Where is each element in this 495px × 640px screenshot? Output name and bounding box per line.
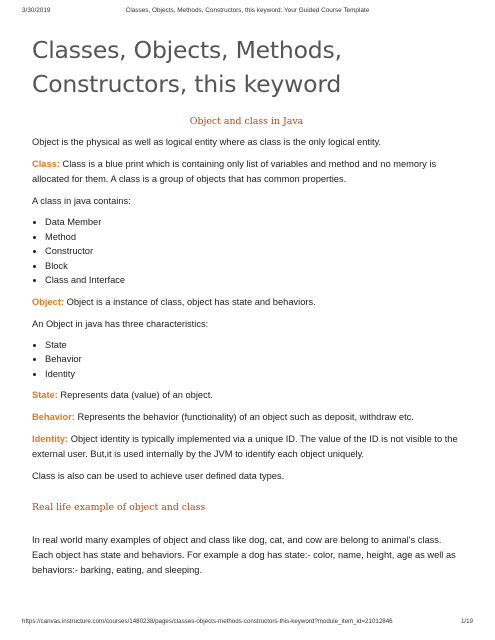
- section-heading-object-class: Object and class in Java: [189, 116, 304, 127]
- paragraph-class-contains: A class in java contains:: [32, 196, 131, 206]
- term-state: State:: [32, 390, 58, 400]
- object-characteristics-list: [32, 338, 461, 382]
- paragraph-object-characteristics: An Object in java has three characteristics:: [32, 318, 209, 329]
- paragraph-class: [32, 157, 461, 187]
- list-item: • Data Member: [45, 215, 461, 230]
- print-page-title: Classes, Objects, Methods, Constructors, this keyword: Your Guided Course Template: [125, 7, 370, 14]
- list-item: • Constructor: [45, 244, 461, 259]
- paragraph-identity: [32, 432, 461, 462]
- term-behavior: Behavior:: [32, 412, 75, 422]
- definition-state: Represents data (value) of an object.: [57, 390, 213, 400]
- list-item: • Identity: [45, 367, 461, 382]
- definition-identity: Object identity is typically implemented via a unique ID. The value of the ID is not visible to the external user. But,it is used internally by the JVM to identify each object uniquely.: [32, 434, 458, 459]
- term-identity: Identity:: [32, 434, 69, 444]
- print-header: [22, 7, 473, 17]
- print-url: https://canvas.instructure.com/courses/1480238/pages/classes-objects-methods-constructors-this-keyword?module_item_id=21012846: [22, 618, 393, 625]
- definition-object: Object is a instance of class, object has state and behaviors.: [64, 296, 316, 307]
- list-item: • Class and Interface: [45, 273, 461, 288]
- page-content: [32, 33, 461, 578]
- definition-behavior: Represents the behavior (functionality) of an object such as deposit, withdraw etc.: [74, 412, 414, 422]
- term-class: Class:: [32, 159, 60, 169]
- paragraph-intro: Object is the physical as well as logical entity where as class is the only logical entity.: [32, 137, 382, 147]
- list-item: • Behavior: [45, 352, 461, 367]
- class-contents-list: [32, 215, 461, 288]
- paragraph-datatypes: Class is also can be used to achieve user defined data types.: [32, 471, 285, 481]
- paragraph-state: [32, 388, 461, 403]
- section-heading-real-life: Real life example of object and class: [32, 502, 206, 513]
- list-item: • Block: [45, 259, 461, 274]
- print-date: 3/30/2019: [22, 7, 51, 14]
- paragraph-behavior: [32, 410, 461, 425]
- print-footer: [22, 618, 473, 628]
- definition-class: Class is a blue print which is containing only list of variables and method and no memory is allocated for them. A class is a group of objects that has common properties.: [32, 159, 437, 184]
- list-item: • Method: [45, 230, 461, 245]
- paragraph-object: [32, 295, 461, 310]
- paragraph-real-life: In real world many examples of object and class like dog, cat, and cow are belong to animal's class. Each object has state and behaviors. For example a dog has state:- color, name, height, age as well as behaviors:- barking, eating, and sleeping.: [32, 535, 456, 575]
- list-item: • State: [45, 338, 461, 353]
- page-title: Classes, Objects, Methods, Constructors, this keyword: [32, 36, 342, 98]
- term-object: Object:: [32, 296, 65, 307]
- page-number: 1/19: [460, 618, 473, 625]
